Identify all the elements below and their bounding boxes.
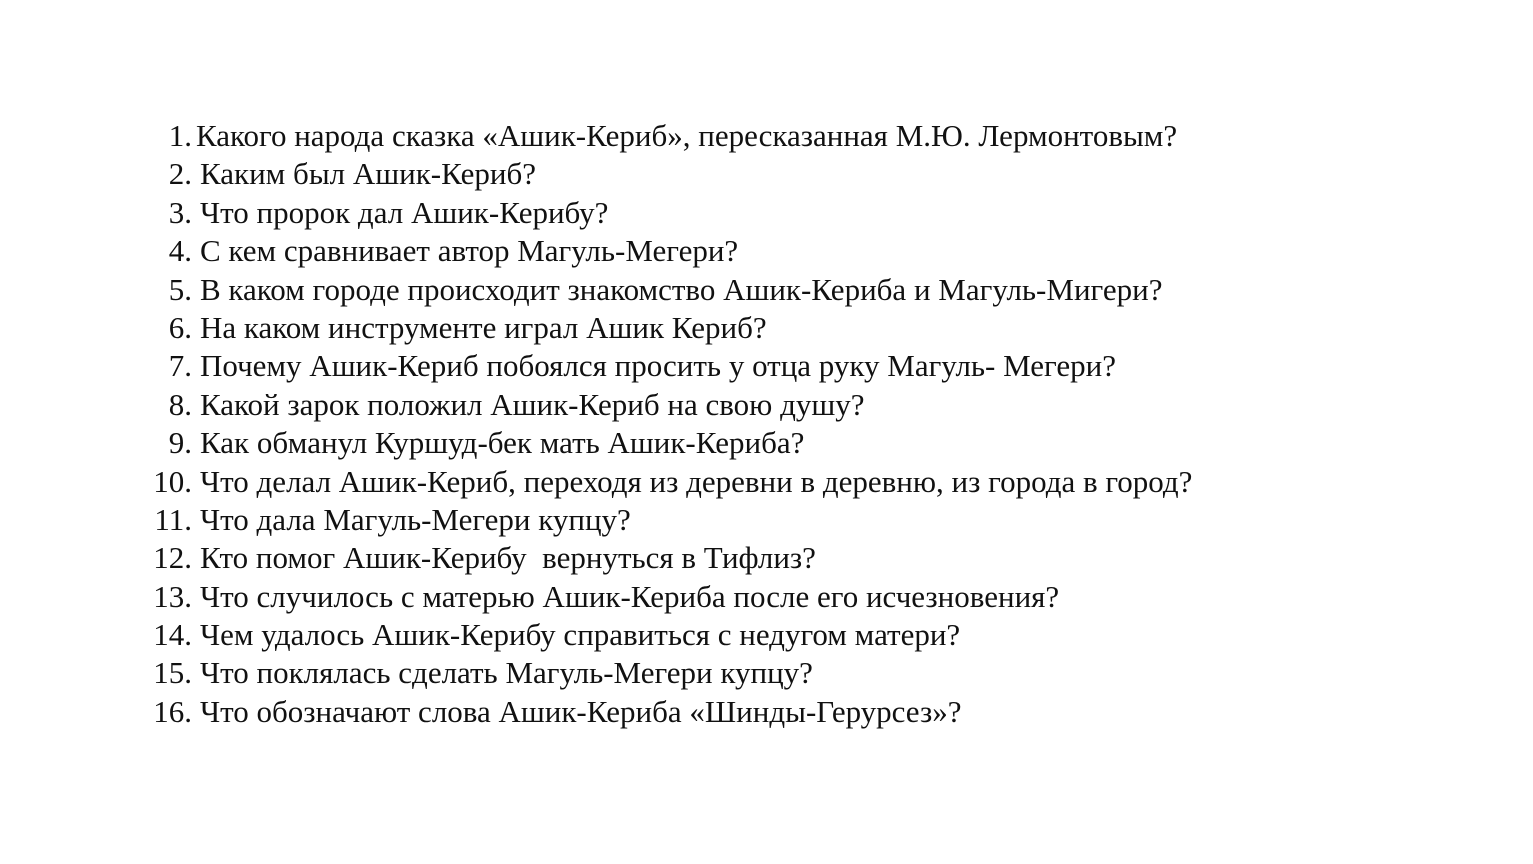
question-text: Кто помог Ашик-Керибу вернуться в Тифлиз? [200, 540, 816, 576]
question-number: 5. [168, 271, 192, 307]
question-item-6 [150, 309, 1400, 347]
question-number: 13. [153, 578, 192, 614]
question-number: 14. [153, 617, 192, 653]
question-number: 6. [168, 309, 192, 345]
question-item-5 [150, 271, 1400, 309]
question-text: Что дала Магуль-Мегери купцу? [200, 501, 631, 537]
question-text: Что пророк дал Ашик-Керибу? [200, 194, 609, 230]
question-item-1 [150, 117, 1400, 155]
question-item-15 [150, 654, 1400, 692]
question-text: Что обозначают слова Ашик-Кериба «Шинды-Герурсез»? [200, 693, 962, 729]
question-text: Почему Ашик-Кериб побоялся просить у отца руку Магуль- Мегери? [200, 348, 1116, 384]
question-number: 11. [154, 501, 192, 537]
question-text: В каком городе происходит знакомство Ашик-Кериба и Магуль-Мигери? [200, 271, 1163, 307]
question-item-11 [150, 501, 1400, 539]
question-number: 7. [168, 348, 192, 384]
question-text: Каким был Ашик-Кериб? [200, 156, 536, 192]
question-number: 16. [153, 693, 192, 729]
question-item-9 [150, 424, 1400, 462]
question-number: 10. [153, 463, 192, 499]
question-number: 15. [153, 655, 192, 691]
question-number: 12. [153, 540, 192, 576]
question-item-13 [150, 578, 1400, 616]
question-number: 3. [168, 194, 192, 230]
question-item-7 [150, 347, 1400, 385]
question-item-12 [150, 539, 1400, 577]
question-item-2 [150, 155, 1400, 193]
question-text: С кем сравнивает автор Магуль-Мегери? [200, 233, 739, 269]
question-item-8 [150, 386, 1400, 424]
question-number: 9. [168, 425, 192, 461]
question-item-10 [150, 463, 1400, 501]
question-item-14 [150, 616, 1400, 654]
question-number: 4. [168, 233, 192, 269]
question-text: Как обманул Куршуд-бек мать Ашик-Кериба? [200, 425, 805, 461]
question-list [150, 117, 1400, 731]
question-text: Чем удалось Ашик-Керибу справиться с недугом матери? [200, 617, 961, 653]
question-text: На каком инструменте играл Ашик Кериб? [200, 309, 767, 345]
question-text: Что поклялась сделать Магуль-Мегери купцу? [200, 655, 813, 691]
question-text: Что делал Ашик-Кериб, переходя из деревни в деревню, из города в город? [200, 463, 1193, 499]
question-item-4 [150, 232, 1400, 270]
question-item-16 [150, 693, 1400, 731]
question-number: 2. [168, 156, 192, 192]
question-text: Какой зарок положил Ашик-Кериб на свою душу? [200, 386, 865, 422]
question-text: Какого народа сказка «Ашик-Кериб», пересказанная М.Ю. Лермонтовым? [196, 118, 1178, 153]
question-number: 8. [168, 386, 192, 422]
question-number: 1. [168, 118, 192, 153]
question-text: Что случилось с матерью Ашик-Кериба после его исчезновения? [200, 578, 1060, 614]
question-item-3 [150, 194, 1400, 232]
